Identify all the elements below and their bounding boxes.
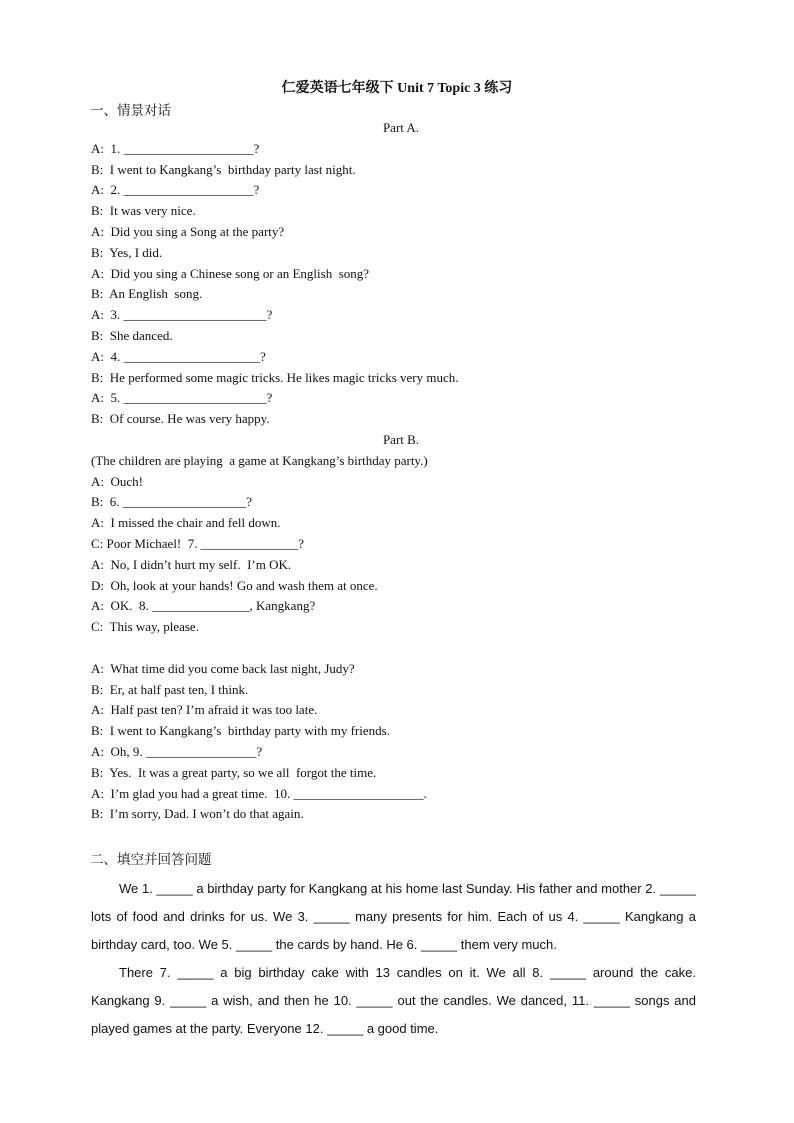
spacer bbox=[91, 638, 711, 659]
dialogue-line: B: An English song. bbox=[91, 286, 203, 302]
part-a-dialogue bbox=[91, 139, 711, 430]
dialogue-line: C: This way, please. bbox=[91, 619, 199, 635]
dialogue-line: A: I’m glad you had a great time. 10. ____________________. bbox=[91, 785, 427, 801]
part-c-dialogue bbox=[91, 659, 711, 825]
dialogue-line: B: Yes. It was a great party, so we all forgot the time. bbox=[91, 764, 377, 780]
passage-paragraph: There 7. _____ a big birthday cake with 13 candles on it. We all 8. _____ around the cake. Kangkang 9. _____ a wish, and then he 10. _____ out the candles. We danced, 11. _____ songs and played games at the party. Everyone 12. _____ a good time. bbox=[91, 965, 696, 1036]
dialogue-line: A: 2. ____________________? bbox=[91, 182, 260, 198]
dialogue-line: C: Poor Michael! 7. _______________? bbox=[91, 535, 305, 551]
dialogue-line: B: I went to Kangkang’s birthday party with my friends. bbox=[91, 723, 390, 739]
passage-paragraph: We 1. _____ a birthday party for Kangkang at his home last Sunday. His father and mother 2. _____ lots of food and drinks for us. We 3. _____ many presents for him. Each of us 4. _____ Kangkang a birthday card, too. We 5. _____ the cards by hand. He 6. _____ them very much. bbox=[91, 881, 696, 952]
dialogue-line: A: Did you sing a Chinese song or an English song? bbox=[91, 265, 370, 281]
dialogue-line: A: 1. ____________________? bbox=[91, 140, 260, 156]
dialogue-section bbox=[91, 118, 711, 825]
part-b-label: Part B. bbox=[382, 431, 420, 447]
document-title: 仁爱英语七年级下 Unit 7 Topic 3 练习 bbox=[281, 81, 513, 96]
dialogue-line: (The children are playing a game at Kangkang’s birthday party.) bbox=[91, 452, 428, 468]
dialogue-line: B: I went to Kangkang’s birthday party last night. bbox=[91, 161, 356, 177]
dialogue-line: A: OK. 8. _______________, Kangkang? bbox=[91, 598, 316, 614]
dialogue-line: A: 3. ______________________? bbox=[91, 307, 273, 323]
dialogue-line: A: Oh, 9. _________________? bbox=[91, 743, 263, 759]
dialogue-line: A: 5. ______________________? bbox=[91, 390, 273, 406]
dialogue-line: B: 6. ___________________? bbox=[91, 494, 253, 510]
dialogue-line: B: Yes, I did. bbox=[91, 244, 163, 260]
part-b-dialogue bbox=[91, 451, 711, 638]
fill-in-passage bbox=[91, 875, 696, 1043]
dialogue-line: B: I’m sorry, Dad. I won’t do that again. bbox=[91, 806, 304, 822]
dialogue-line: A: Half past ten? I’m afraid it was too late. bbox=[91, 702, 318, 718]
dialogue-line: A: 4. _____________________? bbox=[91, 348, 266, 364]
dialogue-line: A: Did you sing a Song at the party? bbox=[91, 223, 285, 239]
dialogue-line: B: Of course. He was very happy. bbox=[91, 411, 270, 427]
dialogue-line: B: It was very nice. bbox=[91, 203, 196, 219]
dialogue-line: B: Er, at half past ten, I think. bbox=[91, 681, 249, 697]
part-a-label: Part A. bbox=[382, 120, 420, 135]
dialogue-line: A: Ouch! bbox=[91, 473, 143, 489]
section-heading-dialogue: 一、情景对话 bbox=[90, 103, 171, 119]
dialogue-line: A: No, I didn’t hurt my self. I’m OK. bbox=[91, 556, 292, 572]
section-heading-fill-in: 二、填空并回答问题 bbox=[90, 852, 212, 868]
dialogue-line: B: He performed some magic tricks. He likes magic tricks very much. bbox=[91, 369, 459, 385]
dialogue-line: D: Oh, look at your hands! Go and wash them at once. bbox=[91, 577, 378, 593]
dialogue-line: A: What time did you come back last night, Judy? bbox=[91, 660, 355, 676]
dialogue-line: A: I missed the chair and fell down. bbox=[91, 515, 281, 531]
dialogue-line: B: She danced. bbox=[91, 327, 173, 343]
